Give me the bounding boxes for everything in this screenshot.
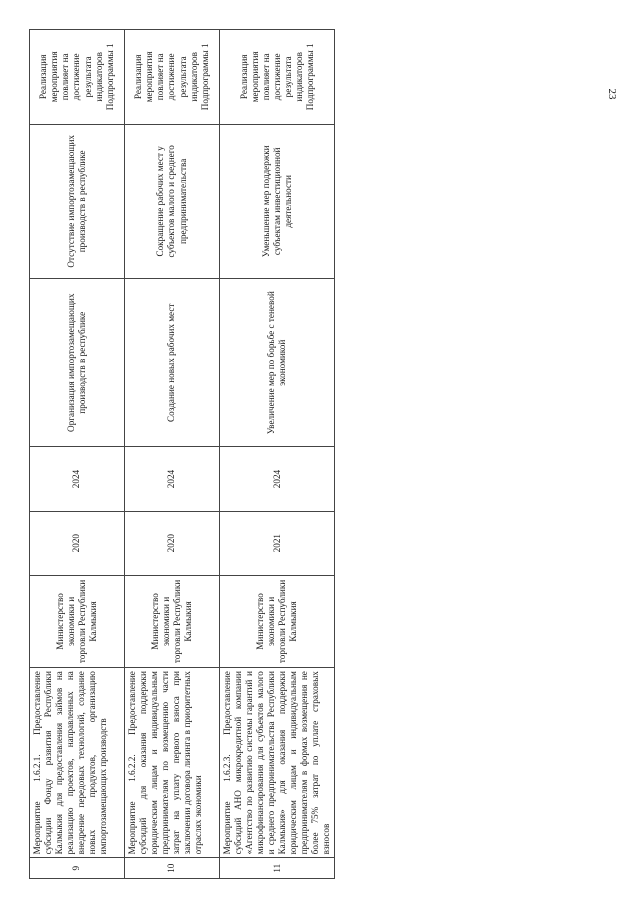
indicator-relation: Реализация мероприятия повлияет на достижение результата индикаторов Подпрограммы 1 (220, 30, 335, 125)
row-number: 9 (30, 858, 125, 879)
non-implementation-consequence: Отсутствие импортозамещающих производств в республике (30, 124, 125, 278)
expected-result: Создание новых рабочих мест (125, 279, 220, 447)
start-year: 2021 (220, 511, 335, 575)
table-row (220, 30, 335, 879)
end-year: 2024 (30, 447, 125, 511)
measures-table (29, 29, 335, 879)
responsible-body: Министерство экономики и торговли Республики Калмыкия (220, 575, 335, 667)
expected-result: Увеличение мер по борьбе с теневой экономикой (220, 279, 335, 447)
measure-name: Мероприятие 1.6.2.3. Предоставление субсидий АНО микрокредитной компании «Агентство по развитию системы гарантий и микрофинансирования для субъектов малого и среднего предпринимательства Республики Калмыкия» для оказания поддержки юридическим лицам и индивидуальным предпринимателям в формах возмещения не более 75% затрат по уплате страховых взносов (220, 668, 335, 858)
indicator-relation: Реализация мероприятия повлияет на достижение результата индикаторов Подпрограммы 1 (125, 30, 220, 125)
expected-result: Организация импортозамещающих производств в республике (30, 279, 125, 447)
rotated-table-wrapper (29, 29, 332, 879)
page-number: 23 (606, 88, 618, 100)
table-row (125, 30, 220, 879)
row-number: 11 (220, 858, 335, 879)
start-year: 2020 (125, 511, 220, 575)
indicator-relation: Реализация мероприятия повлияет на достижение результата индикаторов Подпрограммы 1 (30, 30, 125, 125)
start-year: 2020 (30, 511, 125, 575)
responsible-body: Министерство экономики и торговли Республики Калмыкия (30, 575, 125, 667)
measure-name: Мероприятие 1.6.2.2. Предоставление субсидий для оказания поддержки юридическим лицам и индивидуальным предпринимателям по возмещению части затрат на уплату первого взноса при заключении договора лизинга в приоритетных отраслях экономики (125, 668, 220, 858)
end-year: 2024 (125, 447, 220, 511)
measure-name: Мероприятие 1.6.2.1. Предоставление субсидии Фонду развития Республики Калмыкия для предоставления займов на реализацию проектов, направленных на внедрение передовых технологий, создание новых продуктов, организацию импортозамещающих производств (30, 668, 125, 858)
row-number: 10 (125, 858, 220, 879)
end-year: 2024 (220, 447, 335, 511)
non-implementation-consequence: Уменьшение мер поддержки субъектам инвестиционной деятельности (220, 124, 335, 278)
table-row (30, 30, 125, 879)
responsible-body: Министерство экономики и торговли Республики Калмыкия (125, 575, 220, 667)
non-implementation-consequence: Сокращение рабочих мест у субъектов малого и среднего предпринимательства (125, 124, 220, 278)
